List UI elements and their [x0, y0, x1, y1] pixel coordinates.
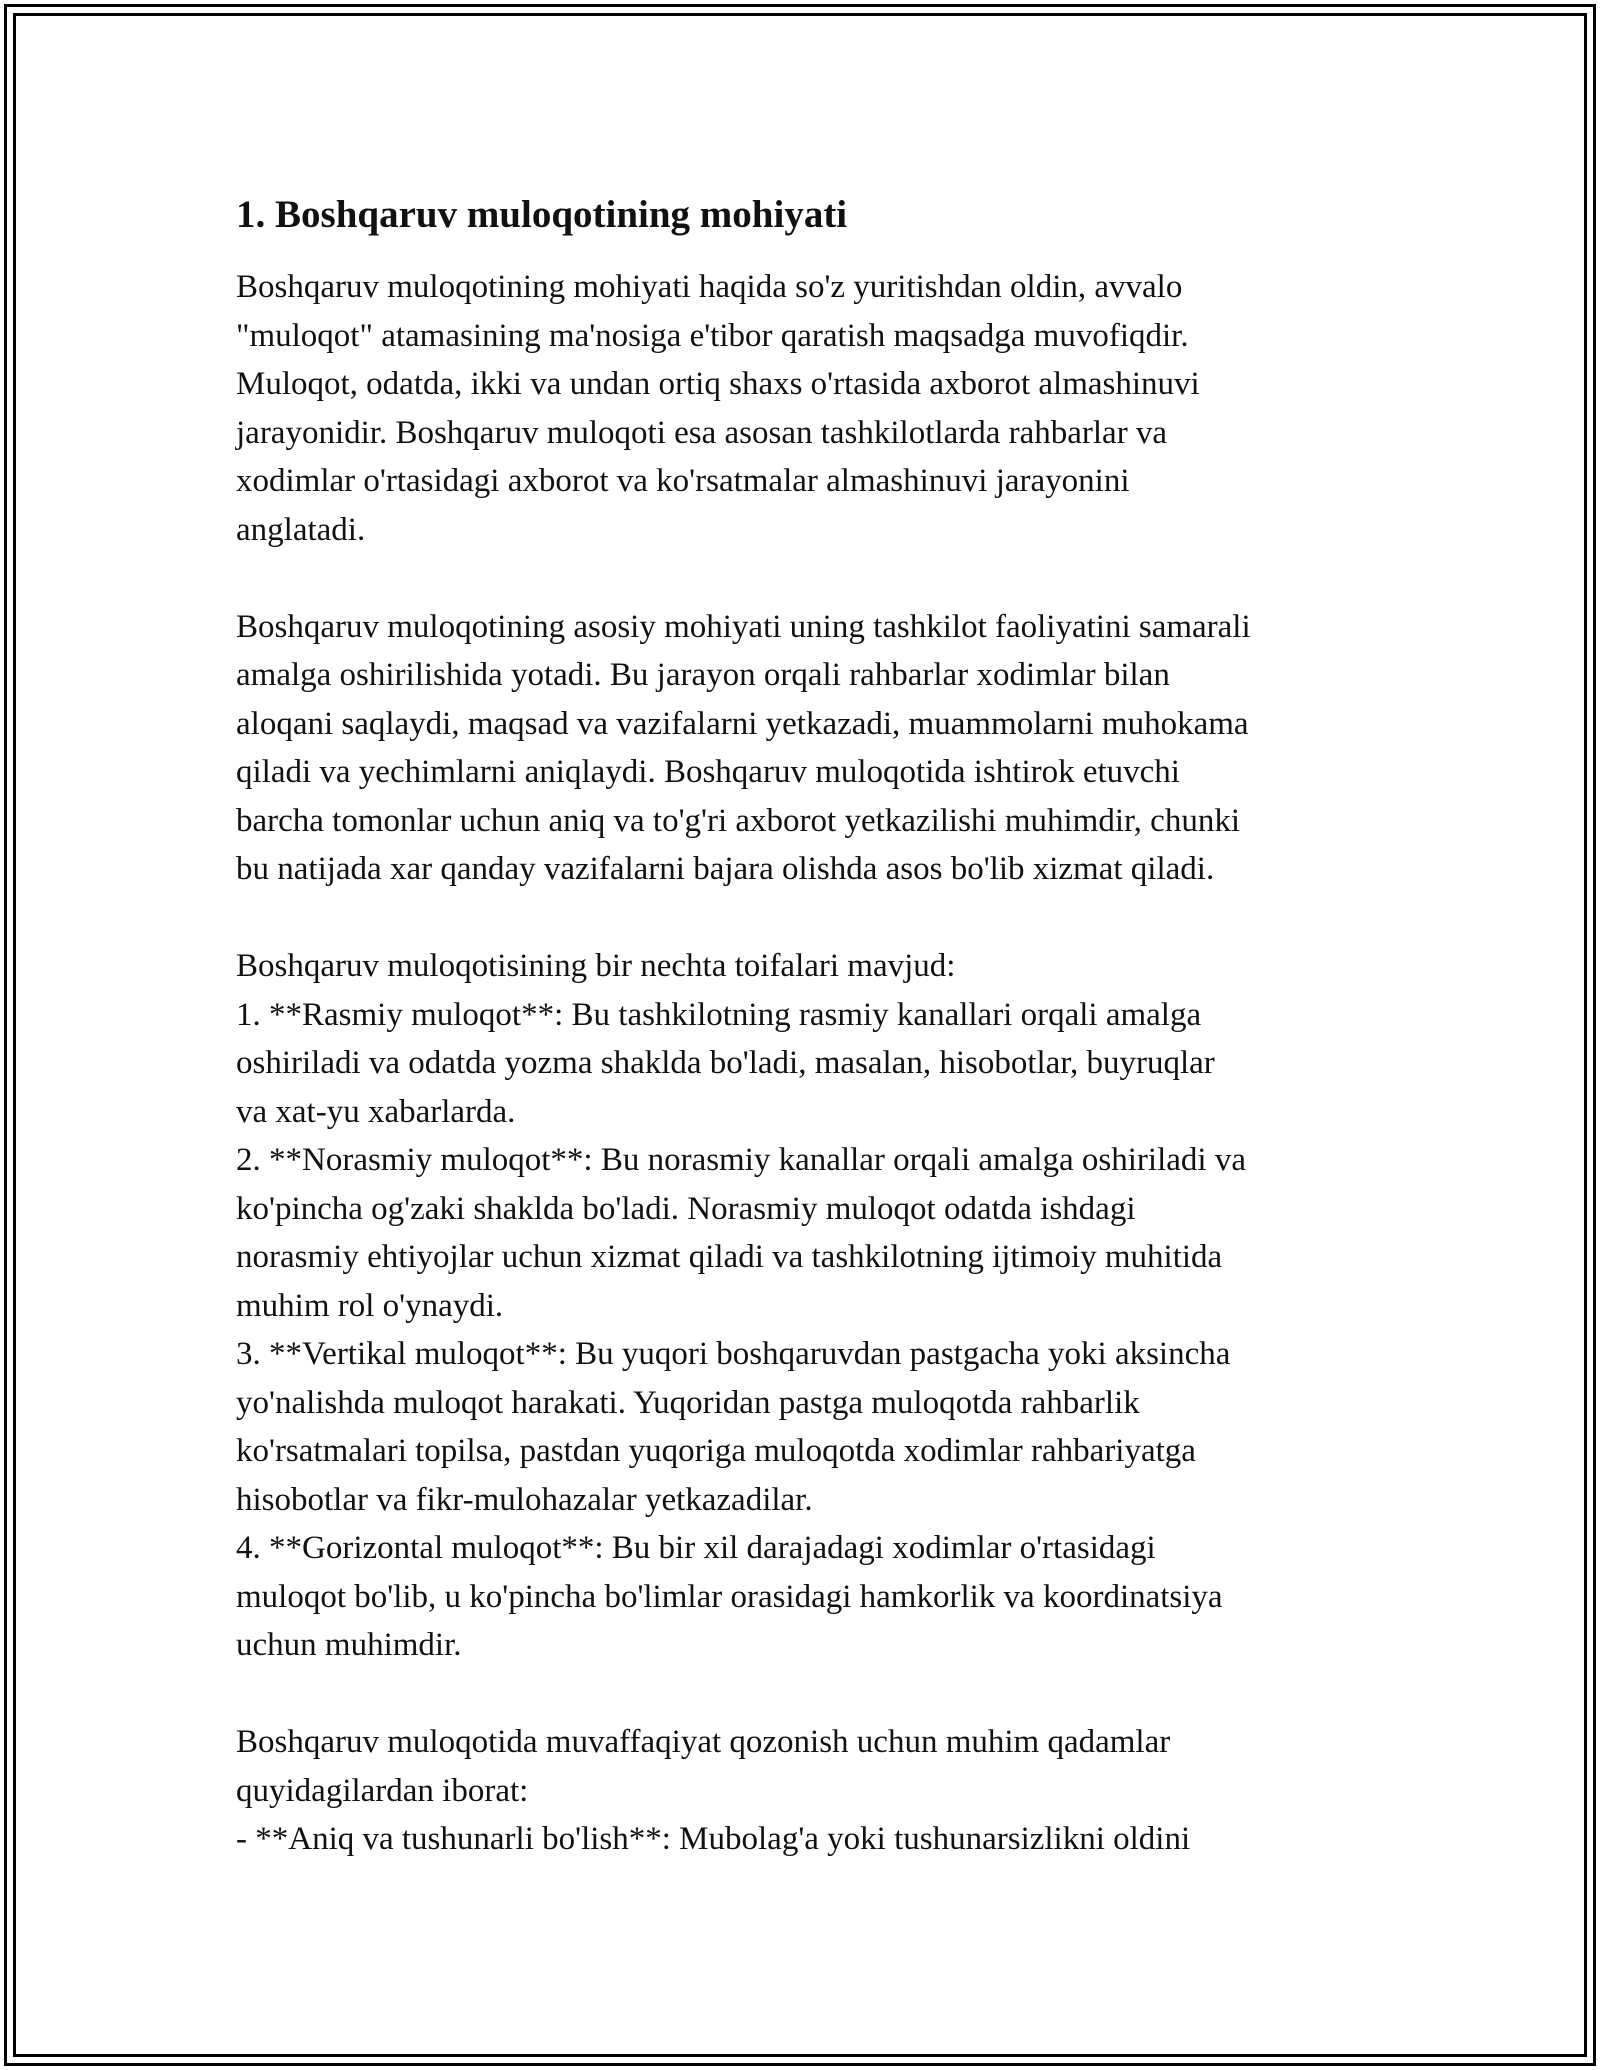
list-item-line: uchun muhimdir. — [236, 1627, 462, 1663]
text-line: barcha tomonlar uchun aniq va to'g'ri axborot yetkazilishi muhimdir, chunki — [236, 802, 1240, 839]
list-item-line: muloqot bo'lib, u ko'pincha bo'limlar orasidagi hamkorlik va koordinatsiya — [236, 1578, 1223, 1615]
list-item-line: va xat-yu xabarlarda. — [236, 1093, 516, 1130]
text-line: quyidagilardan iborat: — [236, 1772, 529, 1809]
list-item-line: 3. **Vertikal muloqot**: Bu yuqori boshqaruvdan pastgacha yoki aksincha — [236, 1336, 1231, 1372]
text-line: bu natijada xar qanday vazifalarni bajara olishda asos bo'lib xizmat qiladi. — [236, 851, 1215, 887]
text-line: jarayonidir. Boshqaruv muloqoti esa asosan tashkilotlarda rahbarlar va — [236, 414, 1168, 451]
text-line: "muloqot" atamasining ma'nosiga e'tibor qaratish maqsadga muvofiqdir. — [236, 317, 1189, 354]
paragraph-1 — [236, 263, 1386, 554]
list-item-line: muhim rol o'ynaydi. — [236, 1287, 504, 1324]
list-item-line: 4. **Gorizontal muloqot**: Bu bir xil darajadagi xodimlar o'rtasidagi — [236, 1530, 1156, 1566]
text-line: aloqani saqlaydi, maqsad va vazifalarni yetkazadi, muammolarni muhokama — [236, 705, 1249, 742]
text-line: xodimlar o'rtasidagi axborot va ko'rsatmalar almashinuvi jarayonini — [236, 463, 1130, 499]
document-body — [236, 185, 1386, 1912]
text-line: Boshqaruv muloqotining asosiy mohiyati uning tashkilot faoliyatini samarali — [236, 608, 1251, 645]
text-line: qiladi va yechimlarni aniqlaydi. Boshqaruv muloqotida ishtirok etuvchi — [236, 754, 1180, 790]
list-item-line: 1. **Rasmiy muloqot**: Bu tashkilotning rasmiy kanallari orqali amalga — [236, 996, 1202, 1033]
list-item-line: yo'nalishda muloqot harakati. Yuqoridan pastga muloqotda rahbarlik — [236, 1384, 1140, 1421]
list-item-line: oshiriladi va odatda yozma shaklda bo'ladi, masalan, hisobotlar, buyruqlar — [236, 1045, 1215, 1081]
list-item-line: 2. **Norasmiy muloqot**: Bu norasmiy kanallar orqali amalga oshiriladi va — [236, 1142, 1246, 1178]
section-heading: 1. Boshqaruv muloqotining mohiyati — [236, 193, 848, 236]
list-item-line: - **Aniq va tushunarli bo'lish**: Mubolag'a yoki tushunarsizlikni oldini — [236, 1821, 1191, 1857]
text-line: Boshqaruv muloqotisining bir nechta toifalari mavjud: — [236, 948, 956, 984]
list-item-line: hisobotlar va fikr-mulohazalar yetkazadilar. — [236, 1481, 813, 1518]
text-line: anglatadi. — [236, 511, 366, 548]
paragraph-2 — [236, 603, 1386, 894]
text-line: Muloqot, odatda, ikki va undan ortiq shaxs o'rtasida axborot almashinuvi — [236, 366, 1200, 402]
text-line: amalga oshirilishida yotadi. Bu jarayon orqali rahbarlar xodimlar bilan — [236, 657, 1170, 693]
text-line: Boshqaruv muloqotining mohiyati haqida so'z yuritishdan oldin, avvalo — [236, 269, 1183, 305]
text-line: Boshqaruv muloqotida muvaffaqiyat qozonish uchun muhim qadamlar — [236, 1724, 1171, 1760]
list-item-line: ko'rsatmalari topilsa, pastdan yuqoriga muloqotda xodimlar rahbariyatga — [236, 1433, 1196, 1469]
list-item-line: ko'pincha og'zaki shaklda bo'ladi. Norasmiy muloqot odatda ishdagi — [236, 1190, 1136, 1227]
list-item-line: norasmiy ehtiyojlar uchun xizmat qiladi va tashkilotning ijtimoiy muhitida — [236, 1239, 1223, 1275]
paragraph-4 — [236, 1718, 1386, 1864]
paragraph-3 — [236, 942, 1386, 1670]
